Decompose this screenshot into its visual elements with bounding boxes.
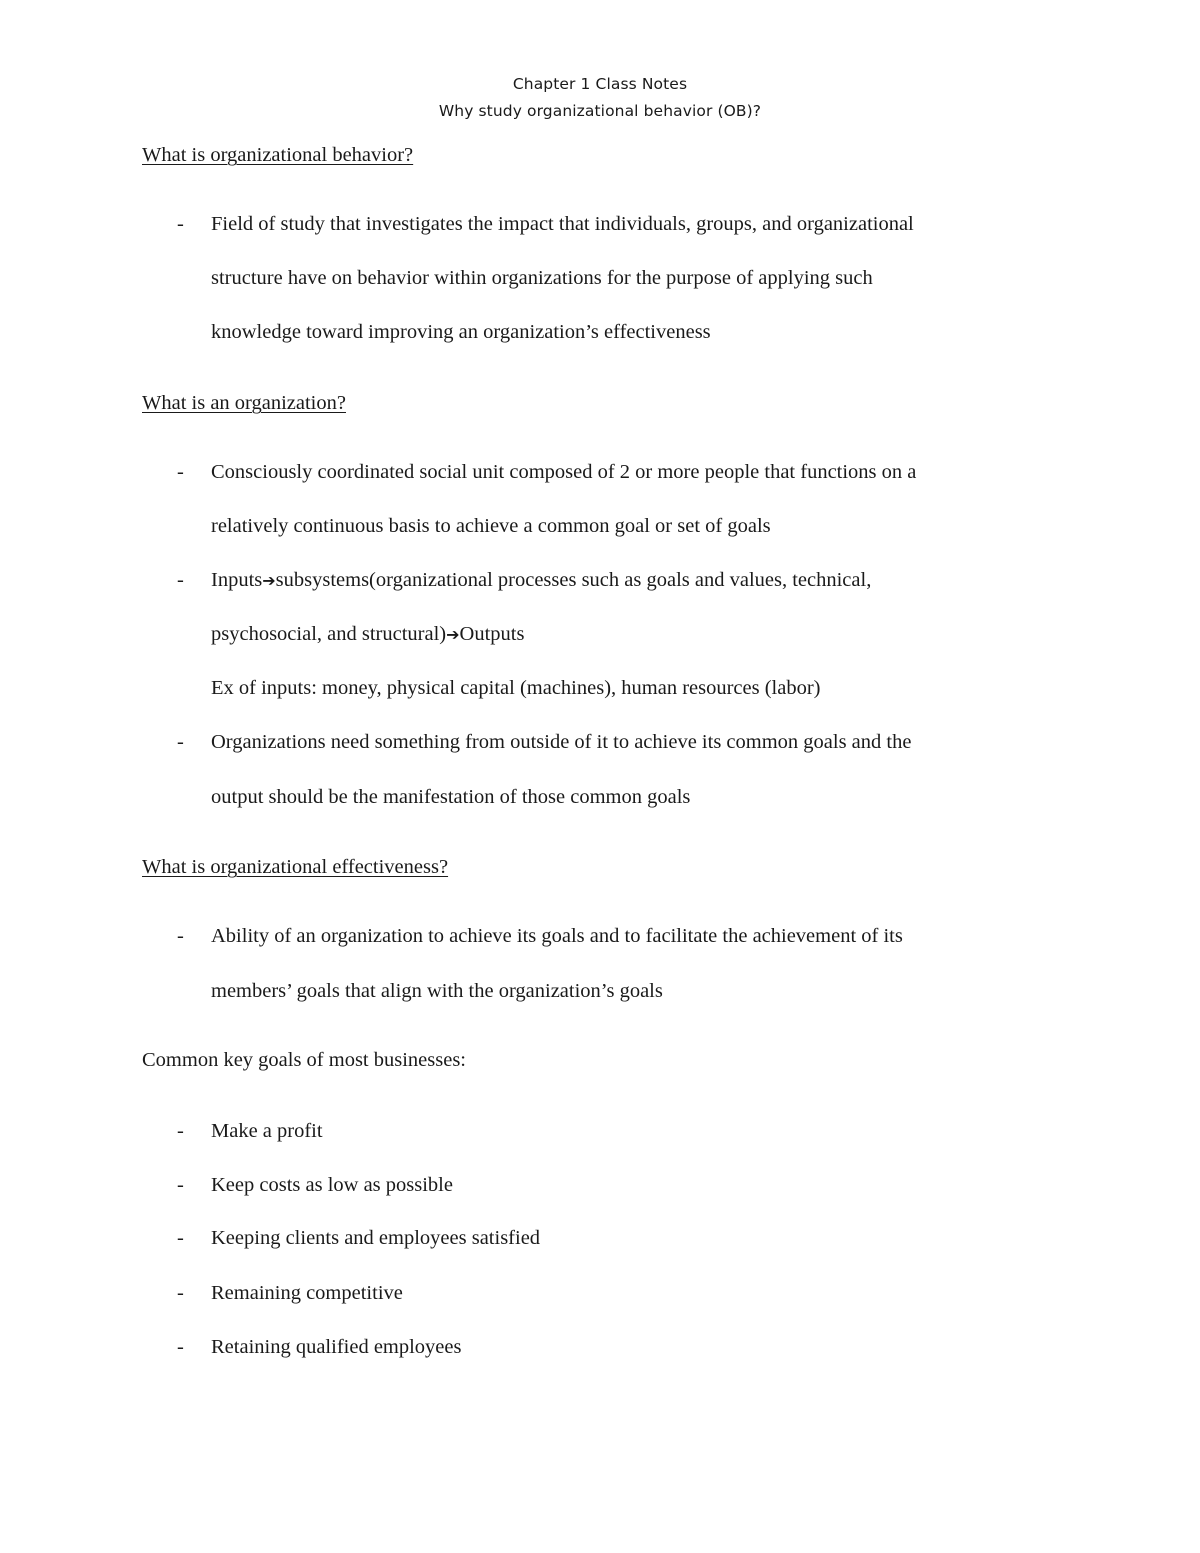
document-subtitle: Why study organizational behavior (OB)? (438, 102, 762, 120)
list-item-line: knowledge toward improving an organization’s effectiveness (211, 321, 711, 343)
document-title: Chapter 1 Class Notes (512, 75, 688, 93)
bullet-marker: - (177, 461, 184, 483)
outputs-text: Outputs (459, 623, 525, 645)
inputs-text: Inputs (211, 569, 263, 591)
bullet-marker: - (177, 1336, 184, 1358)
bullet-marker: - (177, 1227, 184, 1249)
list-item-line: Field of study that investigates the impact that individuals, groups, and organizational (211, 213, 914, 235)
bullet-marker: - (177, 1174, 184, 1196)
right-arrow-icon: ➔ (262, 571, 276, 590)
bullet-marker: - (177, 213, 184, 235)
list-item: Retaining qualified employees (211, 1336, 462, 1358)
list-item: Make a profit (211, 1120, 323, 1142)
list-item: Keeping clients and employees satisfied (211, 1227, 541, 1249)
section-heading-goals: Common key goals of most businesses: (142, 1049, 467, 1071)
bullet-marker: - (177, 731, 184, 753)
right-arrow-icon: ➔ (446, 625, 460, 644)
list-item-line (211, 623, 524, 646)
list-item-line: structure have on behavior within organizations for the purpose of applying such (211, 267, 873, 289)
list-item-line: Consciously coordinated social unit composed of 2 or more people that functions on a (211, 461, 917, 483)
list-item-line: output should be the manifestation of those common goals (211, 786, 691, 808)
bullet-marker: - (177, 1120, 184, 1142)
list-item: Remaining competitive (211, 1282, 403, 1304)
list-item-line: members’ goals that align with the organization’s goals (211, 980, 663, 1002)
list-item-line: Ability of an organization to achieve its goals and to facilitate the achievement of its (211, 925, 903, 947)
psychosocial-text: psychosocial, and structural) (211, 623, 447, 645)
section-heading-ob: What is organizational behavior? (142, 144, 414, 166)
subsystems-text: subsystems(organizational processes such as goals and values, technical, (275, 569, 872, 591)
bullet-marker: - (177, 569, 184, 591)
section-heading-org: What is an organization? (142, 392, 346, 414)
bullet-marker: - (177, 1282, 184, 1304)
bullet-marker: - (177, 925, 184, 947)
section-heading-effectiveness: What is organizational effectiveness? (142, 856, 449, 878)
list-item: Keep costs as low as possible (211, 1174, 453, 1196)
list-item-line: Ex of inputs: money, physical capital (machines), human resources (labor) (211, 677, 821, 699)
list-item-line (211, 569, 871, 592)
list-item-line: relatively continuous basis to achieve a common goal or set of goals (211, 515, 771, 537)
list-item-line: Organizations need something from outside of it to achieve its common goals and the (211, 731, 912, 753)
